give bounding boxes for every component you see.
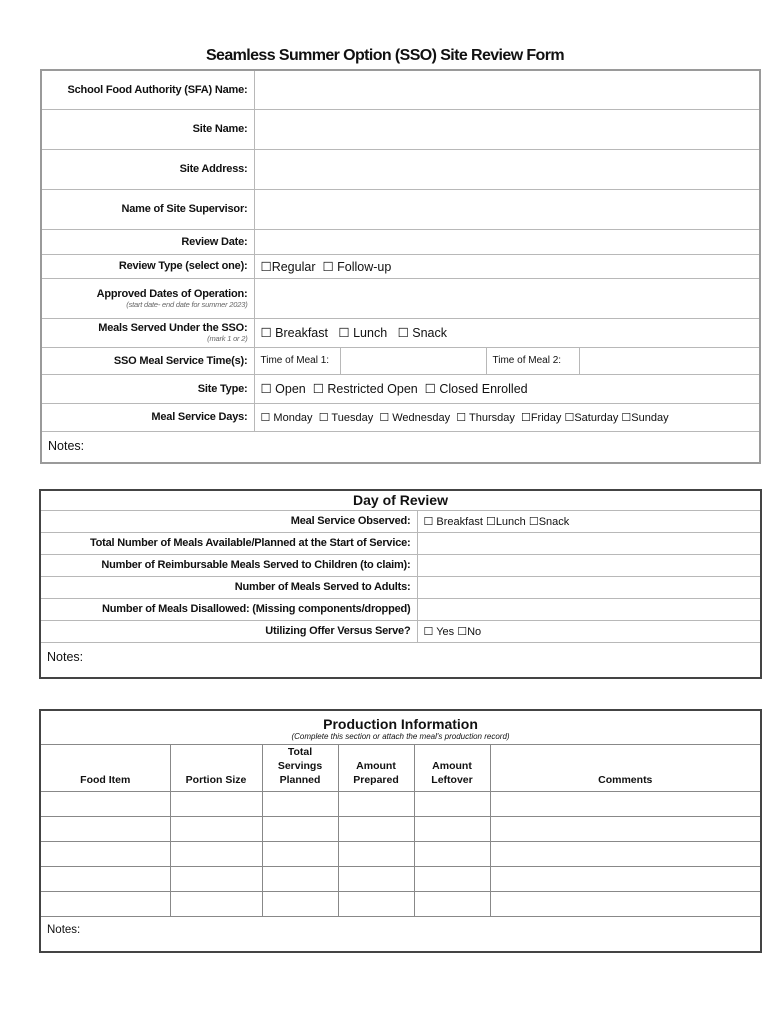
review-notes-label: Notes: bbox=[47, 649, 84, 664]
meals-served-label-text: Meals Served Under the SSO: bbox=[98, 322, 248, 334]
adult-meals-label: Number of Meals Served to Adults: bbox=[40, 576, 417, 598]
portion-size-cell[interactable] bbox=[170, 866, 262, 891]
site-type-label: Site Type: bbox=[41, 374, 254, 403]
review-type-label: Review Type (select one): bbox=[41, 254, 254, 278]
servings-cell[interactable] bbox=[262, 891, 338, 916]
observed-lunch-checkbox[interactable]: ☐Lunch bbox=[485, 515, 526, 528]
site-type-closed-checkbox[interactable]: ☐ Closed Enrolled bbox=[424, 382, 528, 396]
production-row bbox=[40, 791, 761, 816]
production-heading: Production Information bbox=[323, 716, 478, 733]
day-thursday-checkbox[interactable]: ☐ Thursday bbox=[456, 411, 515, 424]
prepared-cell[interactable] bbox=[338, 866, 414, 891]
day-of-review-heading: Day of Review bbox=[40, 490, 761, 510]
production-notes-label: Notes: bbox=[47, 923, 81, 936]
sfa-name-label: School Food Authority (SFA) Name: bbox=[41, 70, 254, 109]
servings-cell[interactable] bbox=[262, 841, 338, 866]
total-meals-field[interactable] bbox=[417, 532, 761, 554]
disallowed-meals-label: Number of Meals Disallowed: (Missing components/dropped) bbox=[40, 598, 417, 620]
col-amount-leftover: Amount Leftover bbox=[414, 744, 490, 791]
servings-cell[interactable] bbox=[262, 816, 338, 841]
meal-observed-label: Meal Service Observed: bbox=[40, 510, 417, 532]
site-name-label: Site Name: bbox=[41, 109, 254, 149]
total-meals-label: Total Number of Meals Available/Planned at the Start of Service: bbox=[40, 532, 417, 554]
site-supervisor-label: Name of Site Supervisor: bbox=[41, 189, 254, 229]
meal2-time-field[interactable] bbox=[580, 348, 760, 374]
prepared-cell[interactable] bbox=[338, 791, 414, 816]
reimbursable-meals-field[interactable] bbox=[417, 554, 761, 576]
day-of-review-table bbox=[39, 489, 762, 679]
production-subheading: (Complete this section or attach the meal's production record) bbox=[291, 732, 510, 742]
food-item-cell[interactable] bbox=[40, 841, 170, 866]
comments-cell[interactable] bbox=[490, 816, 761, 841]
form-title: Seamless Summer Option (SSO) Site Review Form bbox=[205, 47, 564, 64]
site-address-label: Site Address: bbox=[41, 149, 254, 189]
day-friday-checkbox[interactable]: ☐Friday bbox=[520, 411, 562, 424]
approved-dates-field[interactable] bbox=[254, 278, 760, 318]
site-name-field[interactable] bbox=[254, 109, 760, 149]
comments-cell[interactable] bbox=[490, 841, 761, 866]
leftover-cell[interactable] bbox=[414, 891, 490, 916]
food-item-cell[interactable] bbox=[40, 866, 170, 891]
ovs-no-checkbox[interactable]: ☐No bbox=[457, 625, 482, 638]
servings-cell[interactable] bbox=[262, 791, 338, 816]
portion-size-cell[interactable] bbox=[170, 841, 262, 866]
site-type-restricted-checkbox[interactable]: ☐ Restricted Open bbox=[312, 382, 418, 396]
review-notes-field[interactable] bbox=[40, 642, 761, 678]
portion-size-cell[interactable] bbox=[170, 816, 262, 841]
approved-dates-label-text: Approved Dates of Operation: bbox=[96, 287, 248, 300]
meal-observed-options bbox=[417, 510, 761, 532]
leftover-cell[interactable] bbox=[414, 816, 490, 841]
portion-size-cell[interactable] bbox=[170, 891, 262, 916]
col-portion-size: Portion Size bbox=[170, 744, 262, 791]
service-days-options bbox=[254, 403, 760, 431]
meals-served-options bbox=[254, 318, 760, 347]
portion-size-cell[interactable] bbox=[170, 791, 262, 816]
production-row bbox=[40, 841, 761, 866]
service-days-label: Meal Service Days: bbox=[41, 403, 254, 431]
col-amount-prepared: Amount Prepared bbox=[338, 744, 414, 791]
ovs-label: Utilizing Offer Versus Serve? bbox=[40, 620, 417, 642]
meal1-cell bbox=[254, 347, 486, 374]
meals-served-lunch-checkbox[interactable]: ☐ Lunch bbox=[338, 326, 388, 340]
review-type-followup-checkbox[interactable]: ☐ Follow-up bbox=[322, 259, 392, 274]
site-address-field[interactable] bbox=[254, 149, 760, 189]
site-supervisor-field[interactable] bbox=[254, 189, 760, 229]
production-table bbox=[39, 709, 762, 953]
servings-cell[interactable] bbox=[262, 866, 338, 891]
col-total-servings: Total Servings Planned bbox=[262, 744, 338, 791]
review-date-label: Review Date: bbox=[41, 229, 254, 254]
comments-cell[interactable] bbox=[490, 791, 761, 816]
site-notes-label: Notes: bbox=[48, 438, 85, 453]
site-type-open-checkbox[interactable]: ☐ Open bbox=[260, 382, 306, 396]
disallowed-meals-field[interactable] bbox=[417, 598, 761, 620]
reimbursable-meals-label: Number of Reimbursable Meals Served to Children (to claim): bbox=[40, 554, 417, 576]
production-row bbox=[40, 891, 761, 916]
observed-snack-checkbox[interactable]: ☐Snack bbox=[528, 515, 570, 528]
leftover-cell[interactable] bbox=[414, 866, 490, 891]
day-sunday-checkbox[interactable]: ☐Sunday bbox=[621, 411, 669, 424]
leftover-cell[interactable] bbox=[414, 791, 490, 816]
production-row bbox=[40, 866, 761, 891]
prepared-cell[interactable] bbox=[338, 841, 414, 866]
meal1-label: Time of Meal 1: bbox=[255, 348, 341, 374]
meal-time-label: SSO Meal Service Time(s): bbox=[41, 347, 254, 374]
review-date-field[interactable] bbox=[254, 229, 760, 254]
meals-served-label bbox=[41, 318, 254, 347]
col-food-item: Food Item bbox=[40, 744, 170, 791]
site-info-table bbox=[40, 69, 761, 464]
meals-served-breakfast-checkbox[interactable]: ☐ Breakfast bbox=[260, 326, 328, 340]
meals-served-note: (mark 1 or 2) bbox=[207, 334, 248, 343]
food-item-cell[interactable] bbox=[40, 791, 170, 816]
production-row bbox=[40, 816, 761, 841]
production-notes-field[interactable] bbox=[40, 916, 761, 952]
food-item-cell[interactable] bbox=[40, 891, 170, 916]
sfa-name-field[interactable] bbox=[254, 70, 760, 109]
approved-dates-label bbox=[41, 278, 254, 318]
review-type-options bbox=[254, 254, 760, 278]
observed-breakfast-checkbox[interactable]: ☐ Breakfast bbox=[423, 515, 483, 528]
comments-cell[interactable] bbox=[490, 866, 761, 891]
col-comments: Comments bbox=[490, 744, 761, 791]
comments-cell[interactable] bbox=[490, 891, 761, 916]
prepared-cell[interactable] bbox=[338, 891, 414, 916]
day-monday-checkbox[interactable]: ☐ Monday bbox=[260, 411, 313, 424]
meal2-label: Time of Meal 2: bbox=[487, 348, 580, 374]
food-item-cell[interactable] bbox=[40, 816, 170, 841]
leftover-cell[interactable] bbox=[414, 841, 490, 866]
prepared-cell[interactable] bbox=[338, 816, 414, 841]
meal2-cell bbox=[486, 347, 760, 374]
site-type-options bbox=[254, 374, 760, 403]
ovs-options bbox=[417, 620, 761, 642]
review-type-regular-checkbox[interactable]: ☐Regular bbox=[260, 259, 316, 274]
meals-served-snack-checkbox[interactable]: ☐ Snack bbox=[397, 326, 447, 340]
production-heading-cell bbox=[40, 710, 761, 744]
day-saturday-checkbox[interactable]: ☐Saturday bbox=[564, 411, 619, 424]
approved-dates-note: (start date- end date for summer 2023) bbox=[126, 299, 248, 309]
day-wednesday-checkbox[interactable]: ☐ Wednesday bbox=[379, 411, 451, 424]
meal1-time-field[interactable] bbox=[341, 348, 486, 374]
ovs-yes-checkbox[interactable]: ☐ Yes bbox=[423, 625, 455, 638]
day-tuesday-checkbox[interactable]: ☐ Tuesday bbox=[318, 411, 374, 424]
adult-meals-field[interactable] bbox=[417, 576, 761, 598]
site-notes-field[interactable] bbox=[41, 431, 760, 463]
